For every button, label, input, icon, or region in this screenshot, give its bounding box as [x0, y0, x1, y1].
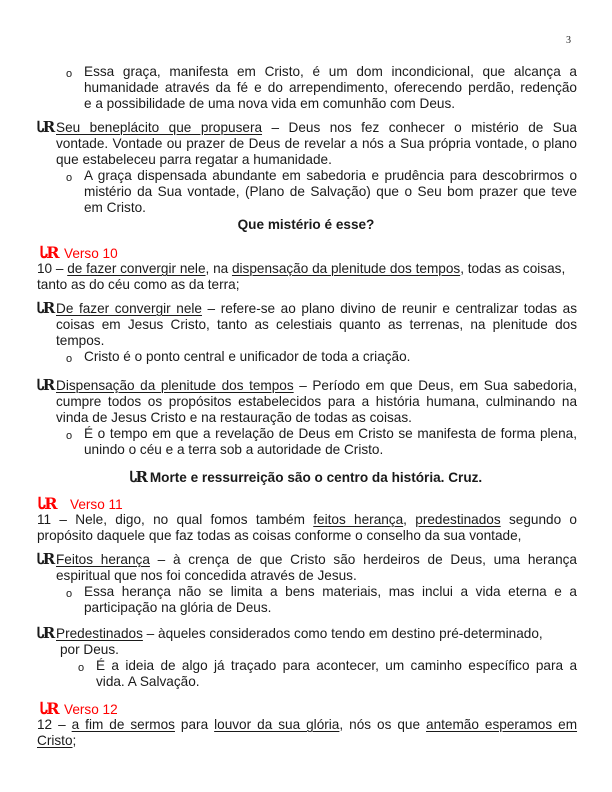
verse-text: , nós os que: [339, 717, 427, 732]
definition-text: – Período em que Deus, em Sua sabedoria,: [293, 378, 577, 393]
definition-text: – refere-se ao plano divino de reunir e centralizar todas as: [201, 301, 577, 316]
verse-number: 10 –: [37, 261, 68, 276]
definition-term: De fazer convergir nele: [56, 301, 202, 316]
circle-bullet-icon: o: [78, 662, 85, 674]
verse-text-line: tanto as do céu como as da terra;: [37, 277, 240, 292]
verse-text: ,: [403, 512, 416, 527]
text-line: participação na glória de Deus.: [84, 600, 272, 615]
text-line: mistério da Sua vontade, (Plano de Salvação) que o Seu bom prazer que teve: [84, 184, 577, 199]
ornament-bullet-icon: ᏓR: [37, 624, 54, 642]
underlined-term: dispensação da plenitude dos tempos: [231, 261, 461, 276]
text-line: espiritual que nos foi concedida através de Jesus.: [56, 568, 357, 583]
text-line: Cristo é o ponto central e unificador de toda a criação.: [84, 349, 411, 364]
definition-term: Feitos herança: [56, 552, 150, 567]
center-heading-text: Morte e ressurreição são o centro da história. Cruz.: [149, 470, 483, 485]
text-line: A graça dispensada abundante em sabedoria e prudência para descobrirmos o: [84, 168, 577, 183]
definition-text: – Deus nos fez conhecer o mistério de Sua: [262, 120, 577, 135]
text-line: Essa graça, manifesta em Cristo, é um dom incondicional, que alcança a: [84, 64, 577, 79]
ornament-bullet-icon: ᏓR: [40, 699, 58, 718]
verse-text-line: [37, 733, 76, 749]
text-line: vida. A Salvação.: [96, 674, 200, 689]
definition-text: – à crença de que Cristo são herdeiros de Deus, uma herança: [149, 552, 577, 567]
definition-term: Predestinados: [56, 626, 143, 641]
underlined-term: louvor da sua glória: [214, 717, 340, 732]
text-line: em Cristo.: [84, 200, 146, 215]
circle-bullet-icon: o: [66, 588, 73, 600]
circle-bullet-icon: o: [66, 430, 73, 442]
definition-text: – àqueles considerados como tendo em destino pré-determinado,: [142, 626, 543, 641]
verse-number: 12 –: [37, 717, 72, 732]
verse-text-line: [37, 717, 577, 733]
underlined-term: predestinados: [415, 512, 501, 527]
verse-text-line: [37, 512, 577, 528]
verse-text: , todas as coisas,: [460, 261, 566, 276]
verse-text: , na: [205, 261, 232, 276]
text-line: humanidade através da fé e do arrependimento, oferecendo perdão, redenção: [84, 80, 577, 95]
text-line: e a possibilidade de uma nova vida em comunhão com Deus.: [84, 96, 456, 111]
ornament-bullet-icon: ᏓR: [37, 299, 54, 317]
underlined-term: antemão esperamos em: [426, 717, 578, 732]
verse-text-line: [37, 261, 565, 277]
definition-first-line: [56, 301, 577, 317]
text-line: cumpre todos os propósitos estabelecidos para a história humana, culminando na: [56, 394, 577, 409]
verse-heading: Verso 12: [64, 702, 118, 717]
text-line: vinda de Jesus Cristo e na restauração de todas as coisas.: [56, 410, 412, 425]
text-line: É a ideia de algo já traçado para acontecer, um caminho específico para a: [96, 658, 577, 673]
ornament-bullet-icon: ᏓR: [37, 118, 54, 136]
page-number: 3: [566, 35, 571, 46]
circle-bullet-icon: o: [66, 68, 73, 80]
verse-text: ;: [72, 733, 77, 748]
verse-text: segundo o: [500, 512, 577, 527]
circle-bullet-icon: o: [66, 353, 73, 365]
definition-first-line: [56, 120, 577, 136]
definition-term: Dispensação da plenitude dos tempos: [56, 378, 294, 393]
ornament-bullet-icon: ᏓR: [37, 376, 54, 394]
center-heading: [0, 469, 612, 486]
text-line: Essa herança não se limita a bens materiais, mas inclui a vida eterna e a: [84, 584, 577, 599]
definition-first-line: [56, 626, 543, 642]
underlined-term: Cristo: [37, 733, 73, 748]
text-line: tempos.: [56, 333, 105, 348]
verse-heading: Verso 11: [70, 497, 123, 512]
definition-first-line: [56, 378, 577, 394]
verse-text: 11 – Nele, digo, no qual fomos também: [37, 512, 314, 527]
ornament-bullet-icon: ᏓR: [37, 550, 54, 568]
underlined-term: feitos herança: [313, 512, 404, 527]
verse-heading: Verso 10: [64, 246, 118, 261]
ornament-bullet-icon: ᏓR: [38, 494, 56, 513]
text-line: É o tempo em que a revelação de Deus em Cristo se manifesta de forma plena,: [84, 426, 577, 441]
underlined-term: a fim de sermos: [71, 717, 175, 732]
definition-first-line: [56, 552, 577, 568]
text-line: que estabeleceu parra regatar a humanidade.: [56, 152, 332, 167]
ornament-bullet-icon: ᏓR: [129, 468, 147, 486]
text-line: vontade. Vontade ou prazer de Deus de revelar a nós a Sua própria vontade, o plano: [56, 136, 577, 151]
text-line: por Deus.: [60, 642, 119, 657]
ornament-bullet-icon: ᏓR: [40, 243, 58, 262]
underlined-term: de fazer convergir nele: [67, 261, 206, 276]
circle-bullet-icon: o: [66, 172, 73, 184]
definition-term: Seu beneplácito que propusera: [56, 120, 263, 135]
verse-text: para: [174, 717, 215, 732]
text-line: unindo o céu e a terra sob a autoridade de Cristo.: [84, 442, 384, 457]
text-line: coisas em Jesus Cristo, tanto as celestiais quanto as terrenas, na plenitude dos: [56, 317, 577, 332]
question-heading: Que mistério é esse?: [237, 217, 375, 232]
verse-text-line: propósito daquele que faz todas as coisas conforme o conselho da sua vontade,: [37, 528, 522, 543]
